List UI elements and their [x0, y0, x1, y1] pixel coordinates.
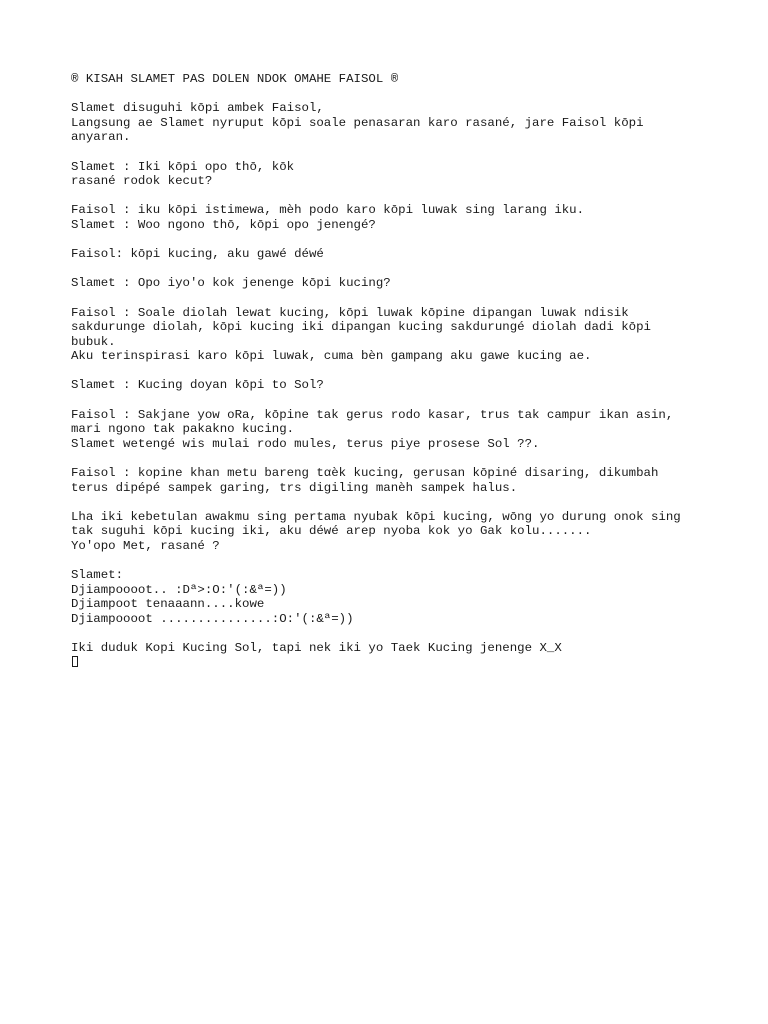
blank-line [71, 627, 731, 642]
text-line: Faisol : Soale diolah lewat kucing, kōpi luwak kōpine dipangan luwak ndisik [71, 305, 629, 320]
text-line: Slamet : Woo ngono thō, kōpi opo jenengé? [71, 217, 376, 232]
end-marker-line [71, 656, 731, 671]
text-line: Iki duduk Kopi Kucing Sol, tapi nek iki yo Taek Kucing jenenge X_X [71, 641, 562, 656]
text-line: Faisol: kōpi kucing, aku gawé déwé [71, 247, 324, 262]
text-line: Slamet wetengé wis mulai rodo mules, terus piye prosese Sol ??. [71, 436, 540, 451]
blank-line [71, 87, 731, 102]
text-line: Slamet : Opo iyo'o kok jenenge kōpi kucing? [71, 276, 391, 291]
missing-glyph-box-icon [72, 656, 78, 667]
blank-line [71, 451, 731, 466]
text-line: Faisol : iku kōpi istimewa, mèh podo karo kōpi luwak sing larang iku. [71, 203, 585, 218]
blank-line [71, 364, 731, 379]
blank-line [71, 393, 731, 408]
text-line: Djiampoot tenaaann....kowe [71, 597, 265, 612]
document-body [71, 72, 731, 670]
blank-line [71, 554, 731, 569]
text-line: Lha iki kebetulan awakmu sing pertama nyubak kōpi kucing, wōng yo durung onok sing [71, 509, 681, 524]
text-line: Djiampoooot.. :Dª>:O:'(:&ª=)) [71, 582, 287, 597]
text-line: tak suguhi kōpi kucing iki, aku déwé arep nyoba kok yo Gak kolu....... [71, 524, 592, 539]
text-line: Faisol : kopine khan metu bareng tαèk kucing, gerusan kōpiné disaring, dikumbah [71, 466, 659, 481]
blank-line [71, 291, 731, 306]
text-line: Yo'opo Met, rasané ? [71, 539, 220, 553]
blank-line [71, 495, 731, 510]
text-line: terus dipépé sampek garing, trs digiling manèh sampek halus. [71, 480, 518, 495]
blank-line [71, 145, 731, 160]
text-line: sakdurunge diolah, kōpi kucing iki dipangan kucing sakdurungé diolah dadi kōpi [71, 320, 651, 335]
text-line: Aku terinspirasi karo kōpi luwak, cuma bèn gampang aku gawe kucing ae. [71, 349, 592, 364]
text-line: Slamet disuguhi kōpi ambek Faisol, [71, 101, 324, 116]
text-line: Slamet: [71, 568, 124, 583]
text-line: Slamet : Kucing doyan kōpi to Sol? [71, 378, 324, 393]
text-line: mari ngono tak pakakno kucing. [71, 422, 295, 437]
text-line: Djiampoooot ...............:O:'(:&ª=)) [71, 611, 354, 626]
text-line: Slamet : Iki kōpi opo thō, kōk [71, 159, 295, 174]
blank-line [71, 189, 731, 204]
blank-line [71, 262, 731, 277]
text-line: Faisol : Sakjane yow oRa, kōpine tak gerus rodo kasar, trus tak campur ikan asin, [71, 407, 674, 422]
text-line: anyaran. [71, 130, 131, 145]
document-title: ® KISAH SLAMET PAS DOLEN NDOK OMAHE FAISOL ® [71, 72, 399, 86]
text-line: rasané rodok kecut? [71, 174, 213, 189]
text-line: bubuk. [71, 334, 116, 349]
blank-line [71, 233, 731, 248]
text-line: Langsung ae Slamet nyruput kōpi soale penasaran karo rasané, jare Faisol kōpi [71, 115, 644, 130]
